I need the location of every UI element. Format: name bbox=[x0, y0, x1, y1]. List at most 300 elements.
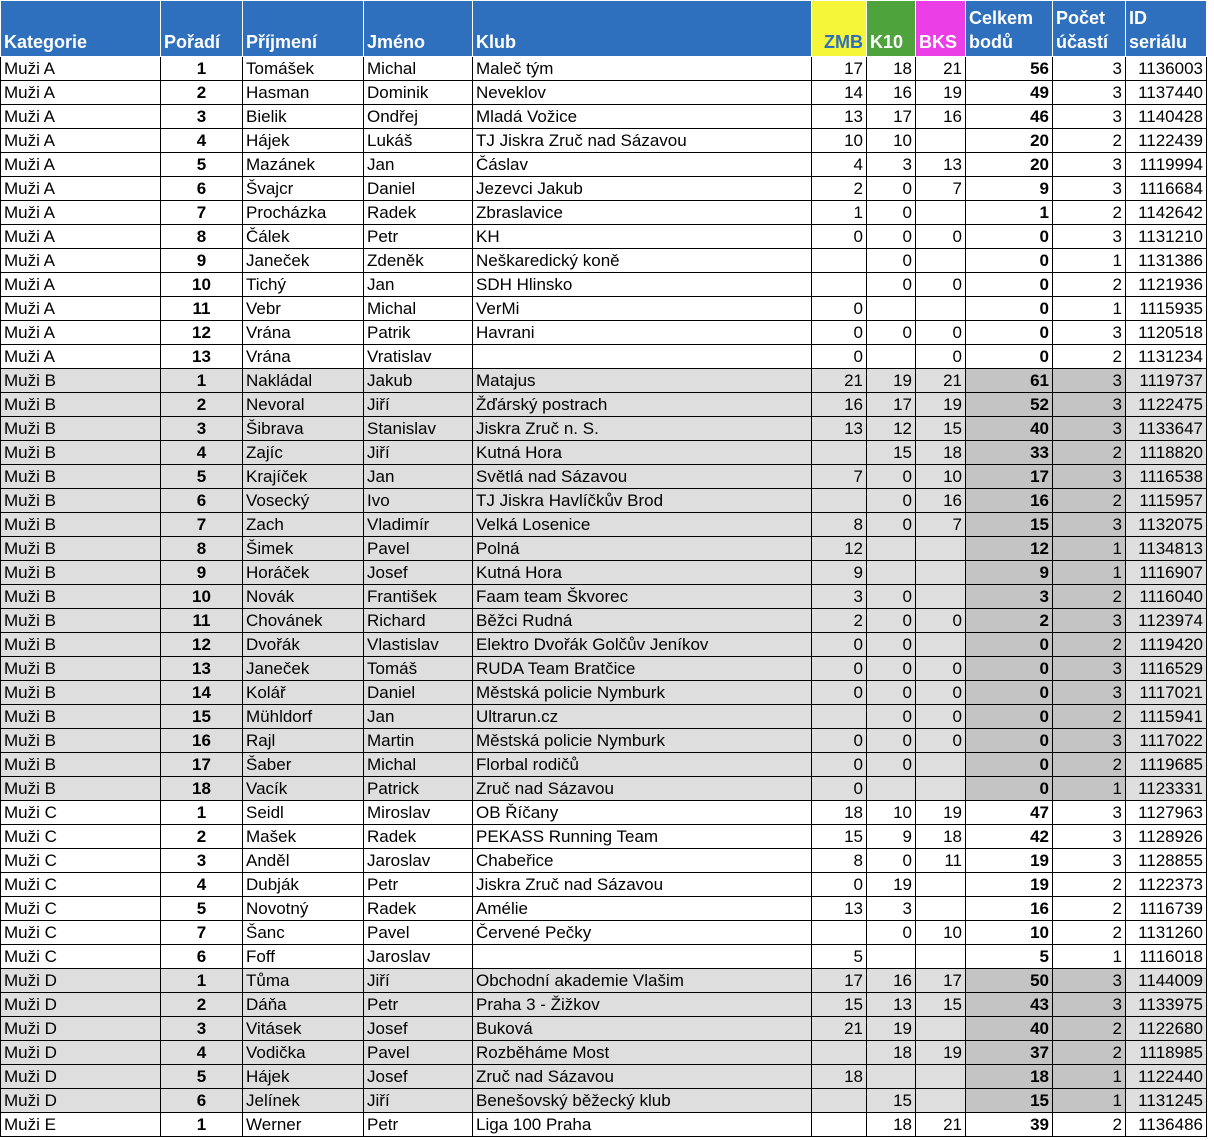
cell-poradi[interactable]: 8 bbox=[161, 537, 243, 561]
cell-klub[interactable]: Zruč nad Sázavou bbox=[473, 1065, 812, 1089]
cell-kategorie[interactable]: Muži A bbox=[1, 225, 161, 249]
cell-id[interactable]: 1122440 bbox=[1126, 1065, 1207, 1089]
cell-prijmeni[interactable]: Mašek bbox=[243, 825, 364, 849]
cell-poradi[interactable]: 2 bbox=[161, 81, 243, 105]
cell-pocet[interactable]: 2 bbox=[1053, 1041, 1126, 1065]
cell-jmeno[interactable]: Zdeněk bbox=[364, 249, 473, 273]
cell-kategorie[interactable]: Muži D bbox=[1, 1041, 161, 1065]
cell-bks[interactable]: 15 bbox=[916, 417, 966, 441]
cell-kategorie[interactable]: Muži D bbox=[1, 1065, 161, 1089]
cell-k10[interactable]: 0 bbox=[867, 609, 916, 633]
cell-jmeno[interactable]: Vladimír bbox=[364, 513, 473, 537]
cell-jmeno[interactable]: Jaroslav bbox=[364, 945, 473, 969]
cell-zmb[interactable]: 0 bbox=[812, 753, 867, 777]
cell-prijmeni[interactable]: Novák bbox=[243, 585, 364, 609]
cell-id[interactable]: 1131386 bbox=[1126, 249, 1207, 273]
cell-kategorie[interactable]: Muži B bbox=[1, 465, 161, 489]
cell-pocet[interactable]: 2 bbox=[1053, 1113, 1126, 1137]
header-poradi[interactable]: Pořadí bbox=[161, 1, 243, 57]
cell-poradi[interactable]: 5 bbox=[161, 465, 243, 489]
cell-jmeno[interactable]: Radek bbox=[364, 825, 473, 849]
cell-k10[interactable] bbox=[867, 297, 916, 321]
cell-jmeno[interactable]: Josef bbox=[364, 1065, 473, 1089]
cell-id[interactable]: 1116538 bbox=[1126, 465, 1207, 489]
cell-bks[interactable]: 19 bbox=[916, 393, 966, 417]
cell-poradi[interactable]: 13 bbox=[161, 345, 243, 369]
cell-k10[interactable]: 0 bbox=[867, 849, 916, 873]
cell-zmb[interactable]: 0 bbox=[812, 225, 867, 249]
cell-bks[interactable]: 21 bbox=[916, 1113, 966, 1137]
cell-zmb[interactable]: 15 bbox=[812, 993, 867, 1017]
cell-prijmeni[interactable]: Seidl bbox=[243, 801, 364, 825]
cell-k10[interactable]: 0 bbox=[867, 249, 916, 273]
cell-pocet[interactable]: 3 bbox=[1053, 969, 1126, 993]
cell-kategorie[interactable]: Muži B bbox=[1, 585, 161, 609]
cell-k10[interactable]: 0 bbox=[867, 705, 916, 729]
cell-bks[interactable]: 18 bbox=[916, 441, 966, 465]
cell-k10[interactable]: 18 bbox=[867, 57, 916, 81]
cell-id[interactable]: 1122680 bbox=[1126, 1017, 1207, 1041]
cell-celkem[interactable]: 2 bbox=[966, 609, 1053, 633]
cell-celkem[interactable]: 0 bbox=[966, 657, 1053, 681]
cell-jmeno[interactable]: Jan bbox=[364, 705, 473, 729]
cell-pocet[interactable]: 2 bbox=[1053, 705, 1126, 729]
cell-klub[interactable]: Mladá Vožice bbox=[473, 105, 812, 129]
cell-klub[interactable]: Ultrarun.cz bbox=[473, 705, 812, 729]
cell-bks[interactable] bbox=[916, 945, 966, 969]
cell-jmeno[interactable]: Patrik bbox=[364, 321, 473, 345]
cell-k10[interactable]: 17 bbox=[867, 105, 916, 129]
cell-pocet[interactable]: 1 bbox=[1053, 297, 1126, 321]
cell-klub[interactable]: RUDA Team Bratčice bbox=[473, 657, 812, 681]
cell-jmeno[interactable]: Pavel bbox=[364, 921, 473, 945]
cell-kategorie[interactable]: Muži A bbox=[1, 105, 161, 129]
cell-kategorie[interactable]: Muži D bbox=[1, 1017, 161, 1041]
cell-klub[interactable]: Městská policie Nymburk bbox=[473, 729, 812, 753]
cell-pocet[interactable]: 2 bbox=[1053, 585, 1126, 609]
cell-klub[interactable]: TJ Jiskra Zruč nad Sázavou bbox=[473, 129, 812, 153]
cell-kategorie[interactable]: Muži C bbox=[1, 945, 161, 969]
cell-zmb[interactable]: 4 bbox=[812, 153, 867, 177]
cell-id[interactable]: 1131260 bbox=[1126, 921, 1207, 945]
cell-poradi[interactable]: 13 bbox=[161, 657, 243, 681]
cell-poradi[interactable]: 5 bbox=[161, 897, 243, 921]
cell-id[interactable]: 1115935 bbox=[1126, 297, 1207, 321]
cell-poradi[interactable]: 6 bbox=[161, 945, 243, 969]
cell-jmeno[interactable]: Michal bbox=[364, 57, 473, 81]
cell-jmeno[interactable]: Dominik bbox=[364, 81, 473, 105]
cell-kategorie[interactable]: Muži C bbox=[1, 801, 161, 825]
cell-celkem[interactable]: 0 bbox=[966, 729, 1053, 753]
cell-klub[interactable]: Městská policie Nymburk bbox=[473, 681, 812, 705]
cell-poradi[interactable]: 6 bbox=[161, 177, 243, 201]
cell-bks[interactable]: 19 bbox=[916, 1041, 966, 1065]
cell-zmb[interactable]: 2 bbox=[812, 609, 867, 633]
cell-prijmeni[interactable]: Janeček bbox=[243, 657, 364, 681]
cell-celkem[interactable]: 46 bbox=[966, 105, 1053, 129]
cell-pocet[interactable]: 2 bbox=[1053, 441, 1126, 465]
cell-kategorie[interactable]: Muži C bbox=[1, 921, 161, 945]
cell-prijmeni[interactable]: Mazánek bbox=[243, 153, 364, 177]
cell-celkem[interactable]: 50 bbox=[966, 969, 1053, 993]
cell-zmb[interactable] bbox=[812, 273, 867, 297]
cell-poradi[interactable]: 4 bbox=[161, 129, 243, 153]
cell-klub[interactable]: VerMi bbox=[473, 297, 812, 321]
cell-id[interactable]: 1133647 bbox=[1126, 417, 1207, 441]
cell-zmb[interactable] bbox=[812, 705, 867, 729]
cell-kategorie[interactable]: Muži A bbox=[1, 81, 161, 105]
cell-k10[interactable]: 0 bbox=[867, 657, 916, 681]
cell-klub[interactable]: SDH Hlinsko bbox=[473, 273, 812, 297]
cell-bks[interactable]: 19 bbox=[916, 81, 966, 105]
cell-bks[interactable]: 7 bbox=[916, 513, 966, 537]
cell-pocet[interactable]: 3 bbox=[1053, 105, 1126, 129]
cell-poradi[interactable]: 7 bbox=[161, 513, 243, 537]
cell-prijmeni[interactable]: Vrána bbox=[243, 321, 364, 345]
cell-prijmeni[interactable]: Šibrava bbox=[243, 417, 364, 441]
cell-jmeno[interactable]: Radek bbox=[364, 897, 473, 921]
cell-pocet[interactable]: 3 bbox=[1053, 225, 1126, 249]
cell-k10[interactable]: 0 bbox=[867, 201, 916, 225]
cell-klub[interactable]: Polná bbox=[473, 537, 812, 561]
cell-kategorie[interactable]: Muži A bbox=[1, 297, 161, 321]
cell-klub[interactable]: Žďárský postrach bbox=[473, 393, 812, 417]
cell-id[interactable]: 1131245 bbox=[1126, 1089, 1207, 1113]
cell-jmeno[interactable]: Petr bbox=[364, 993, 473, 1017]
cell-k10[interactable]: 19 bbox=[867, 369, 916, 393]
cell-jmeno[interactable]: Tomáš bbox=[364, 657, 473, 681]
cell-celkem[interactable]: 0 bbox=[966, 321, 1053, 345]
cell-jmeno[interactable]: Miroslav bbox=[364, 801, 473, 825]
cell-pocet[interactable]: 3 bbox=[1053, 825, 1126, 849]
cell-prijmeni[interactable]: Foff bbox=[243, 945, 364, 969]
cell-klub[interactable]: Havrani bbox=[473, 321, 812, 345]
cell-kategorie[interactable]: Muži B bbox=[1, 777, 161, 801]
cell-poradi[interactable]: 1 bbox=[161, 801, 243, 825]
cell-pocet[interactable]: 2 bbox=[1053, 489, 1126, 513]
cell-poradi[interactable]: 4 bbox=[161, 873, 243, 897]
cell-celkem[interactable]: 0 bbox=[966, 225, 1053, 249]
cell-k10[interactable]: 15 bbox=[867, 1089, 916, 1113]
cell-id[interactable]: 1121936 bbox=[1126, 273, 1207, 297]
cell-id[interactable]: 1117022 bbox=[1126, 729, 1207, 753]
cell-prijmeni[interactable]: Zajíc bbox=[243, 441, 364, 465]
cell-celkem[interactable]: 20 bbox=[966, 129, 1053, 153]
cell-poradi[interactable]: 11 bbox=[161, 609, 243, 633]
cell-prijmeni[interactable]: Krajíček bbox=[243, 465, 364, 489]
header-zmb[interactable]: ZMB bbox=[812, 1, 867, 57]
cell-poradi[interactable]: 5 bbox=[161, 153, 243, 177]
cell-kategorie[interactable]: Muži C bbox=[1, 897, 161, 921]
cell-k10[interactable] bbox=[867, 561, 916, 585]
cell-celkem[interactable]: 40 bbox=[966, 1017, 1053, 1041]
cell-id[interactable]: 1127963 bbox=[1126, 801, 1207, 825]
cell-k10[interactable]: 3 bbox=[867, 897, 916, 921]
cell-k10[interactable]: 13 bbox=[867, 993, 916, 1017]
cell-celkem[interactable]: 9 bbox=[966, 561, 1053, 585]
cell-jmeno[interactable]: Richard bbox=[364, 609, 473, 633]
cell-klub[interactable]: Florbal rodičů bbox=[473, 753, 812, 777]
cell-pocet[interactable]: 3 bbox=[1053, 57, 1126, 81]
cell-jmeno[interactable]: Jan bbox=[364, 465, 473, 489]
cell-id[interactable]: 1144009 bbox=[1126, 969, 1207, 993]
cell-poradi[interactable]: 7 bbox=[161, 201, 243, 225]
cell-bks[interactable] bbox=[916, 561, 966, 585]
cell-id[interactable]: 1115957 bbox=[1126, 489, 1207, 513]
cell-poradi[interactable]: 9 bbox=[161, 249, 243, 273]
cell-jmeno[interactable]: Ivo bbox=[364, 489, 473, 513]
cell-prijmeni[interactable]: Janeček bbox=[243, 249, 364, 273]
cell-celkem[interactable]: 0 bbox=[966, 777, 1053, 801]
cell-zmb[interactable]: 13 bbox=[812, 417, 867, 441]
cell-prijmeni[interactable]: Jelínek bbox=[243, 1089, 364, 1113]
cell-k10[interactable]: 0 bbox=[867, 585, 916, 609]
cell-kategorie[interactable]: Muži D bbox=[1, 1089, 161, 1113]
cell-kategorie[interactable]: Muži B bbox=[1, 705, 161, 729]
cell-id[interactable]: 1128855 bbox=[1126, 849, 1207, 873]
cell-kategorie[interactable]: Muži B bbox=[1, 633, 161, 657]
cell-pocet[interactable]: 1 bbox=[1053, 249, 1126, 273]
cell-celkem[interactable]: 15 bbox=[966, 1089, 1053, 1113]
cell-k10[interactable]: 0 bbox=[867, 465, 916, 489]
cell-klub[interactable]: Zruč nad Sázavou bbox=[473, 777, 812, 801]
cell-id[interactable]: 1116040 bbox=[1126, 585, 1207, 609]
cell-pocet[interactable]: 2 bbox=[1053, 201, 1126, 225]
cell-kategorie[interactable]: Muži A bbox=[1, 249, 161, 273]
header-k10[interactable]: K10 bbox=[867, 1, 916, 57]
cell-pocet[interactable]: 1 bbox=[1053, 561, 1126, 585]
cell-celkem[interactable]: 19 bbox=[966, 849, 1053, 873]
cell-klub[interactable]: Matajus bbox=[473, 369, 812, 393]
cell-k10[interactable]: 16 bbox=[867, 81, 916, 105]
header-kategorie[interactable]: Kategorie bbox=[1, 1, 161, 57]
cell-pocet[interactable]: 1 bbox=[1053, 537, 1126, 561]
cell-kategorie[interactable]: Muži B bbox=[1, 393, 161, 417]
cell-klub[interactable]: Amélie bbox=[473, 897, 812, 921]
cell-klub[interactable]: Velká Losenice bbox=[473, 513, 812, 537]
cell-prijmeni[interactable]: Werner bbox=[243, 1113, 364, 1137]
cell-zmb[interactable]: 1 bbox=[812, 201, 867, 225]
cell-k10[interactable] bbox=[867, 345, 916, 369]
cell-kategorie[interactable]: Muži D bbox=[1, 969, 161, 993]
cell-celkem[interactable]: 0 bbox=[966, 249, 1053, 273]
cell-id[interactable]: 1132075 bbox=[1126, 513, 1207, 537]
cell-celkem[interactable]: 61 bbox=[966, 369, 1053, 393]
cell-zmb[interactable]: 12 bbox=[812, 537, 867, 561]
cell-zmb[interactable]: 0 bbox=[812, 297, 867, 321]
cell-kategorie[interactable]: Muži A bbox=[1, 177, 161, 201]
cell-celkem[interactable]: 18 bbox=[966, 1065, 1053, 1089]
cell-jmeno[interactable]: Petr bbox=[364, 1113, 473, 1137]
cell-zmb[interactable]: 21 bbox=[812, 369, 867, 393]
cell-bks[interactable] bbox=[916, 297, 966, 321]
cell-k10[interactable] bbox=[867, 777, 916, 801]
cell-bks[interactable]: 0 bbox=[916, 681, 966, 705]
cell-prijmeni[interactable]: Tichý bbox=[243, 273, 364, 297]
cell-bks[interactable]: 0 bbox=[916, 657, 966, 681]
cell-prijmeni[interactable]: Nevoral bbox=[243, 393, 364, 417]
cell-id[interactable]: 1136003 bbox=[1126, 57, 1207, 81]
cell-id[interactable]: 1123974 bbox=[1126, 609, 1207, 633]
cell-celkem[interactable]: 10 bbox=[966, 921, 1053, 945]
cell-bks[interactable] bbox=[916, 129, 966, 153]
cell-pocet[interactable]: 3 bbox=[1053, 393, 1126, 417]
cell-id[interactable]: 1136486 bbox=[1126, 1113, 1207, 1137]
cell-zmb[interactable] bbox=[812, 1041, 867, 1065]
cell-k10[interactable]: 18 bbox=[867, 1041, 916, 1065]
cell-bks[interactable] bbox=[916, 1017, 966, 1041]
cell-zmb[interactable]: 3 bbox=[812, 585, 867, 609]
cell-klub[interactable]: Maleč tým bbox=[473, 57, 812, 81]
cell-bks[interactable]: 17 bbox=[916, 969, 966, 993]
cell-celkem[interactable]: 1 bbox=[966, 201, 1053, 225]
cell-kategorie[interactable]: Muži B bbox=[1, 417, 161, 441]
cell-klub[interactable]: Chabeřice bbox=[473, 849, 812, 873]
cell-jmeno[interactable]: František bbox=[364, 585, 473, 609]
cell-zmb[interactable] bbox=[812, 441, 867, 465]
cell-pocet[interactable]: 2 bbox=[1053, 633, 1126, 657]
cell-poradi[interactable]: 18 bbox=[161, 777, 243, 801]
cell-pocet[interactable]: 3 bbox=[1053, 321, 1126, 345]
cell-jmeno[interactable]: Michal bbox=[364, 297, 473, 321]
cell-pocet[interactable]: 3 bbox=[1053, 369, 1126, 393]
cell-id[interactable]: 1120518 bbox=[1126, 321, 1207, 345]
cell-id[interactable]: 1122373 bbox=[1126, 873, 1207, 897]
cell-prijmeni[interactable]: Vodička bbox=[243, 1041, 364, 1065]
cell-prijmeni[interactable]: Švajcr bbox=[243, 177, 364, 201]
cell-k10[interactable]: 0 bbox=[867, 177, 916, 201]
cell-pocet[interactable]: 2 bbox=[1053, 897, 1126, 921]
cell-klub[interactable]: Benešovský běžecký klub bbox=[473, 1089, 812, 1113]
cell-celkem[interactable]: 0 bbox=[966, 273, 1053, 297]
cell-pocet[interactable]: 3 bbox=[1053, 849, 1126, 873]
cell-prijmeni[interactable]: Bielik bbox=[243, 105, 364, 129]
cell-pocet[interactable]: 2 bbox=[1053, 345, 1126, 369]
cell-zmb[interactable]: 18 bbox=[812, 801, 867, 825]
cell-bks[interactable]: 0 bbox=[916, 729, 966, 753]
cell-kategorie[interactable]: Muži C bbox=[1, 873, 161, 897]
cell-zmb[interactable] bbox=[812, 489, 867, 513]
cell-klub[interactable]: OB Říčany bbox=[473, 801, 812, 825]
cell-kategorie[interactable]: Muži D bbox=[1, 993, 161, 1017]
cell-k10[interactable] bbox=[867, 1065, 916, 1089]
cell-prijmeni[interactable]: Šimek bbox=[243, 537, 364, 561]
cell-pocet[interactable]: 2 bbox=[1053, 129, 1126, 153]
cell-celkem[interactable]: 39 bbox=[966, 1113, 1053, 1137]
cell-pocet[interactable]: 3 bbox=[1053, 729, 1126, 753]
cell-kategorie[interactable]: Muži A bbox=[1, 153, 161, 177]
cell-poradi[interactable]: 12 bbox=[161, 633, 243, 657]
cell-klub[interactable]: Praha 3 - Žižkov bbox=[473, 993, 812, 1017]
cell-celkem[interactable]: 33 bbox=[966, 441, 1053, 465]
cell-jmeno[interactable]: Patrick bbox=[364, 777, 473, 801]
cell-klub[interactable]: Neškaredický koně bbox=[473, 249, 812, 273]
cell-jmeno[interactable]: Petr bbox=[364, 225, 473, 249]
cell-zmb[interactable]: 13 bbox=[812, 897, 867, 921]
cell-prijmeni[interactable]: Šanc bbox=[243, 921, 364, 945]
cell-bks[interactable]: 0 bbox=[916, 609, 966, 633]
cell-id[interactable]: 1140428 bbox=[1126, 105, 1207, 129]
cell-jmeno[interactable]: Jiří bbox=[364, 969, 473, 993]
cell-bks[interactable]: 19 bbox=[916, 801, 966, 825]
cell-bks[interactable]: 0 bbox=[916, 225, 966, 249]
cell-zmb[interactable]: 13 bbox=[812, 105, 867, 129]
cell-prijmeni[interactable]: Vitásek bbox=[243, 1017, 364, 1041]
cell-id[interactable]: 1119685 bbox=[1126, 753, 1207, 777]
cell-poradi[interactable]: 1 bbox=[161, 57, 243, 81]
cell-bks[interactable] bbox=[916, 1089, 966, 1113]
cell-zmb[interactable]: 15 bbox=[812, 825, 867, 849]
cell-id[interactable]: 1116907 bbox=[1126, 561, 1207, 585]
cell-celkem[interactable]: 15 bbox=[966, 513, 1053, 537]
cell-zmb[interactable]: 0 bbox=[812, 633, 867, 657]
cell-prijmeni[interactable]: Vrána bbox=[243, 345, 364, 369]
cell-bks[interactable] bbox=[916, 201, 966, 225]
cell-kategorie[interactable]: Muži A bbox=[1, 201, 161, 225]
cell-poradi[interactable]: 3 bbox=[161, 1017, 243, 1041]
cell-kategorie[interactable]: Muži B bbox=[1, 609, 161, 633]
cell-celkem[interactable]: 20 bbox=[966, 153, 1053, 177]
cell-pocet[interactable]: 1 bbox=[1053, 1065, 1126, 1089]
cell-pocet[interactable]: 3 bbox=[1053, 465, 1126, 489]
cell-kategorie[interactable]: Muži B bbox=[1, 561, 161, 585]
cell-prijmeni[interactable]: Novotný bbox=[243, 897, 364, 921]
cell-zmb[interactable]: 21 bbox=[812, 1017, 867, 1041]
cell-jmeno[interactable]: Jaroslav bbox=[364, 849, 473, 873]
cell-pocet[interactable]: 3 bbox=[1053, 657, 1126, 681]
cell-k10[interactable]: 3 bbox=[867, 153, 916, 177]
cell-bks[interactable]: 0 bbox=[916, 345, 966, 369]
cell-zmb[interactable] bbox=[812, 1089, 867, 1113]
cell-pocet[interactable]: 3 bbox=[1053, 417, 1126, 441]
cell-k10[interactable] bbox=[867, 537, 916, 561]
cell-id[interactable]: 1131210 bbox=[1126, 225, 1207, 249]
cell-prijmeni[interactable]: Vosecký bbox=[243, 489, 364, 513]
cell-poradi[interactable]: 10 bbox=[161, 273, 243, 297]
cell-jmeno[interactable]: Jiří bbox=[364, 441, 473, 465]
cell-jmeno[interactable]: Pavel bbox=[364, 1041, 473, 1065]
cell-celkem[interactable]: 0 bbox=[966, 345, 1053, 369]
cell-kategorie[interactable]: Muži A bbox=[1, 321, 161, 345]
cell-klub[interactable]: Elektro Dvořák Golčův Jeníkov bbox=[473, 633, 812, 657]
cell-klub[interactable]: Buková bbox=[473, 1017, 812, 1041]
cell-poradi[interactable]: 1 bbox=[161, 1113, 243, 1137]
cell-poradi[interactable]: 1 bbox=[161, 369, 243, 393]
cell-jmeno[interactable]: Michal bbox=[364, 753, 473, 777]
header-klub[interactable]: Klub bbox=[473, 1, 812, 57]
cell-bks[interactable]: 13 bbox=[916, 153, 966, 177]
cell-bks[interactable]: 10 bbox=[916, 921, 966, 945]
cell-id[interactable]: 1134813 bbox=[1126, 537, 1207, 561]
cell-klub[interactable]: Kutná Hora bbox=[473, 561, 812, 585]
cell-id[interactable]: 1133975 bbox=[1126, 993, 1207, 1017]
cell-bks[interactable] bbox=[916, 873, 966, 897]
cell-prijmeni[interactable]: Rajl bbox=[243, 729, 364, 753]
cell-zmb[interactable]: 16 bbox=[812, 393, 867, 417]
cell-celkem[interactable]: 16 bbox=[966, 489, 1053, 513]
cell-k10[interactable]: 0 bbox=[867, 753, 916, 777]
cell-k10[interactable]: 17 bbox=[867, 393, 916, 417]
cell-prijmeni[interactable]: Dubják bbox=[243, 873, 364, 897]
cell-celkem[interactable]: 0 bbox=[966, 681, 1053, 705]
cell-klub[interactable]: TJ Jiskra Havlíčkův Brod bbox=[473, 489, 812, 513]
cell-kategorie[interactable]: Muži A bbox=[1, 345, 161, 369]
cell-k10[interactable]: 0 bbox=[867, 633, 916, 657]
cell-celkem[interactable]: 16 bbox=[966, 897, 1053, 921]
cell-id[interactable]: 1119994 bbox=[1126, 153, 1207, 177]
cell-zmb[interactable] bbox=[812, 1113, 867, 1137]
cell-pocet[interactable]: 1 bbox=[1053, 945, 1126, 969]
